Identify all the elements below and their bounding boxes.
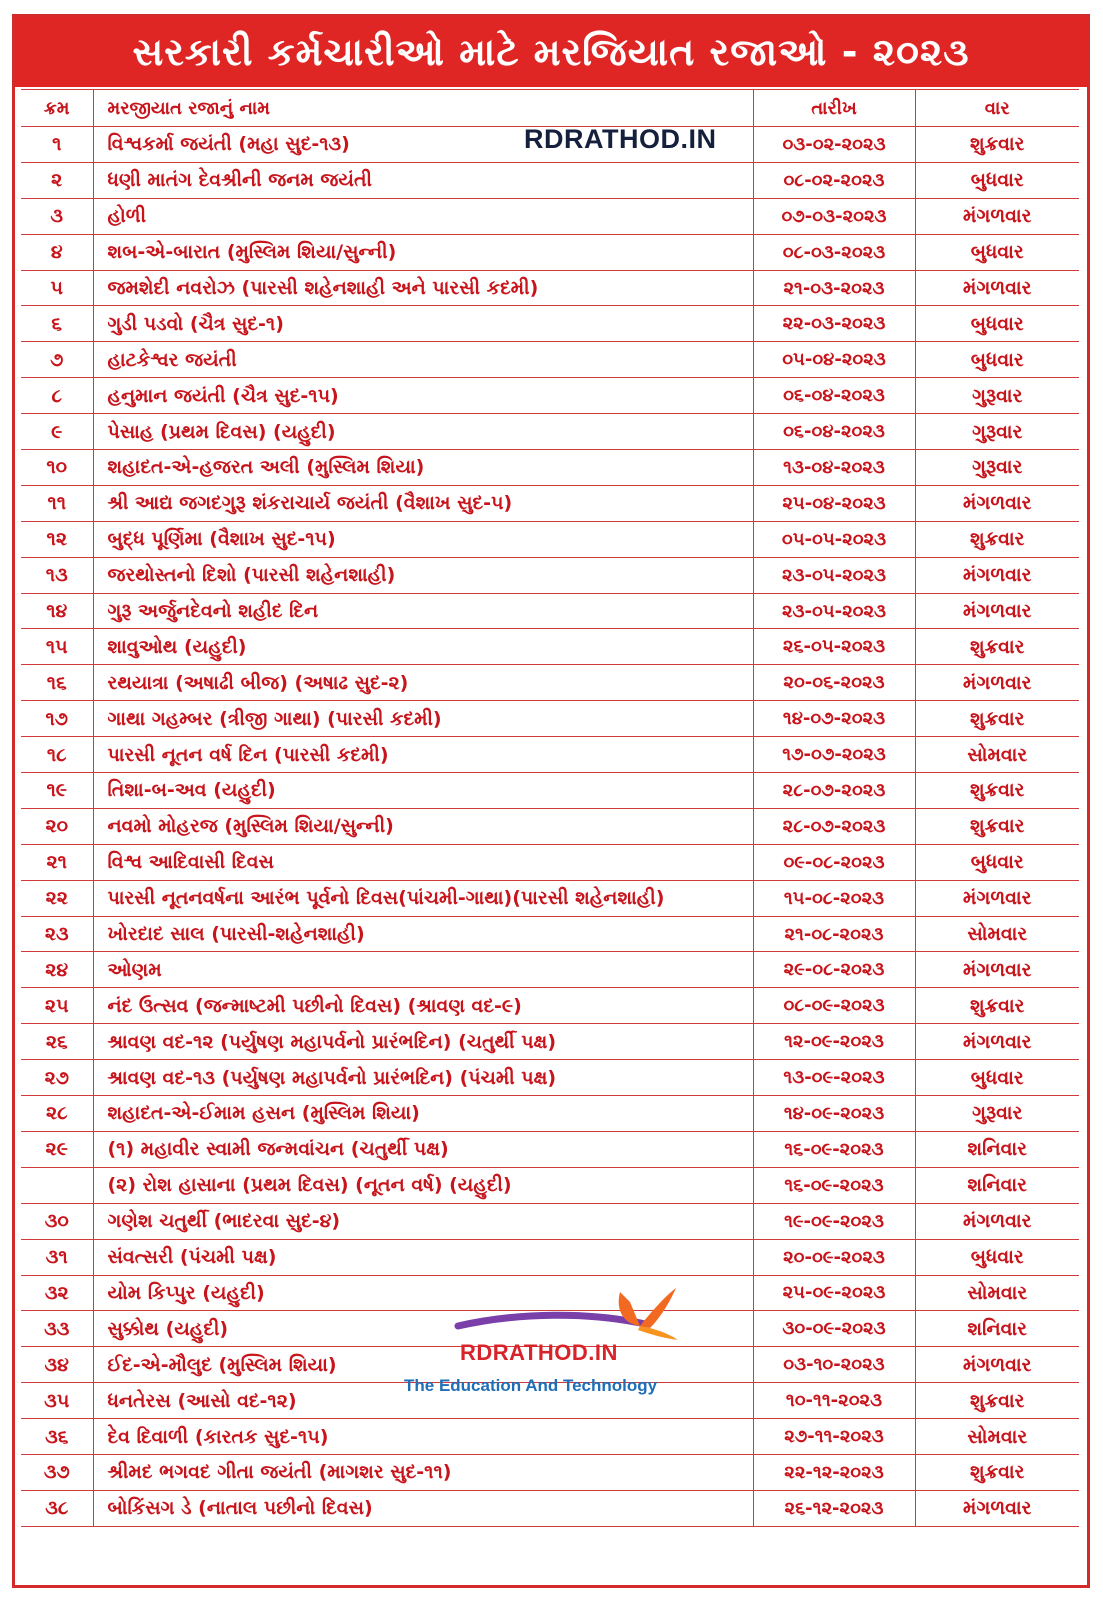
row-num (21, 1167, 93, 1203)
row-name: ગાથા ગહમ્બર (ત્રીજી ગાથા) (પારસી કદમી) (93, 701, 753, 737)
row-day: બુધવાર (915, 1060, 1079, 1096)
row-num: ૬ (21, 306, 93, 342)
row-date: ૧૨-૦૯-૨૦૨૩ (753, 1024, 915, 1060)
row-name: સંવત્સરી (પંચમી પક્ષ) (93, 1239, 753, 1275)
table-row (21, 414, 1079, 450)
row-date: ૧૫-૦૮-૨૦૨૩ (753, 880, 915, 916)
row-name: પેસાહ (પ્રથમ દિવસ) (યહુદી) (93, 414, 753, 450)
row-name: શહાદત-એ-ઈમામ હસન (મુસ્લિમ શિયા) (93, 1096, 753, 1132)
table-row (21, 1203, 1079, 1239)
row-day: બુધવાર (915, 1239, 1079, 1275)
row-date: ૨૩-૦૫-૨૦૨૩ (753, 593, 915, 629)
row-num: ૧ (21, 127, 93, 163)
row-num: ૩ (21, 198, 93, 234)
row-date: ૧૩-૦૯-૨૦૨૩ (753, 1060, 915, 1096)
row-num: ૩૭ (21, 1454, 93, 1490)
row-day: સોમવાર (915, 916, 1079, 952)
row-day: શુક્રવાર (915, 773, 1079, 809)
row-date: ૨૮-૦૭-૨૦૨૩ (753, 808, 915, 844)
row-day: શુક્રવાર (915, 701, 1079, 737)
row-date: ૧૯-૦૯-૨૦૨૩ (753, 1203, 915, 1239)
row-num: ૧૮ (21, 737, 93, 773)
table-row (21, 234, 1079, 270)
row-name: ઈદ-એ-મૌલુદ (મુસ્લિમ શિયા) (93, 1347, 753, 1383)
row-name: પારસી નૂતન વર્ષ દિન (પારસી કદમી) (93, 737, 753, 773)
row-name: ધનતેરસ (આસો વદ-૧૨) (93, 1383, 753, 1419)
row-name: શાવુઓથ (યહુદી) (93, 629, 753, 665)
table-row (21, 1024, 1079, 1060)
row-day: ગુરૂવાર (915, 414, 1079, 450)
row-day: મંગળવાર (915, 665, 1079, 701)
row-date: ૨૫-૦૪-૨૦૨૩ (753, 485, 915, 521)
row-num: ૧૫ (21, 629, 93, 665)
row-num: ૧૧ (21, 485, 93, 521)
table-row (21, 1419, 1079, 1455)
row-num: ૯ (21, 414, 93, 450)
row-day: મંગળવાર (915, 270, 1079, 306)
row-day: શનિવાર (915, 1311, 1079, 1347)
table-row (21, 521, 1079, 557)
row-name: હોળી (93, 198, 753, 234)
row-date: ૦૭-૦૩-૨૦૨૩ (753, 198, 915, 234)
row-date: ૨૬-૦૫-૨૦૨૩ (753, 629, 915, 665)
header-name: મરજીયાત રજાનું નામ (93, 90, 753, 127)
row-name: ગુડી પડવો (ચૈત્ર સુદ-૧) (93, 306, 753, 342)
row-date: ૨૯-૦૮-૨૦૨૩ (753, 952, 915, 988)
watermark-text: RDRATHOD.IN (524, 124, 717, 154)
row-date: ૧૪-૦૭-૨૦૨૩ (753, 701, 915, 737)
row-name: જમશેદી નવરોઝ (પારસી શહેનશાહી અને પારસી કદમી) (93, 270, 753, 306)
header-day: વાર (915, 90, 1079, 127)
table-row (21, 952, 1079, 988)
row-num: ૩૧ (21, 1239, 93, 1275)
row-date: ૨૨-૦૩-૨૦૨૩ (753, 306, 915, 342)
table-row (21, 270, 1079, 306)
table-header-row (21, 90, 1079, 127)
row-name: ગુરૂ અર્જુનદેવનો શહીદ દિન (93, 593, 753, 629)
row-name: હનુમાન જયંતી (ચૈત્ર સુદ-૧૫) (93, 378, 753, 414)
row-date: ૧૦-૧૧-૨૦૨૩ (753, 1383, 915, 1419)
table-row (21, 306, 1079, 342)
row-date: ૨૫-૦૯-૨૦૨૩ (753, 1275, 915, 1311)
row-num: ૩૦ (21, 1203, 93, 1239)
row-date: ૦૮-૦૨-૨૦૨૩ (753, 162, 915, 198)
row-day: શુક્રવાર (915, 1383, 1079, 1419)
row-date: ૦૬-૦૪-૨૦૨૩ (753, 378, 915, 414)
row-date: ૩૦-૦૯-૨૦૨૩ (753, 1311, 915, 1347)
row-num: ૧૭ (21, 701, 93, 737)
table-row (21, 593, 1079, 629)
row-name: (૨) રોશ હાસાના (પ્રથમ દિવસ) (નૂતન વર્ષ) (યહુદી) (93, 1167, 753, 1203)
row-day: બુધવાર (915, 162, 1079, 198)
row-day: સોમવાર (915, 1275, 1079, 1311)
row-num: ૨૭ (21, 1060, 93, 1096)
row-num: ૨૫ (21, 988, 93, 1024)
row-name: શ્રીમદ ભગવદ ગીતા જયંતી (માગશર સુદ-૧૧) (93, 1454, 753, 1490)
table-row (21, 773, 1079, 809)
table-row (21, 1454, 1079, 1490)
row-date: ૨૨-૧૨-૨૦૨૩ (753, 1454, 915, 1490)
row-num: ૧૦ (21, 450, 93, 486)
table-row (21, 557, 1079, 593)
row-name: શ્રાવણ વદ-૧૩ (પર્યુષણ મહાપર્વનો પ્રારંભદિન) (પંચમી પક્ષ) (93, 1060, 753, 1096)
table-row (21, 485, 1079, 521)
row-day: શુક્રવાર (915, 127, 1079, 163)
row-num: ૨૪ (21, 952, 93, 988)
row-name: ગણેશ ચતુર્થી (ભાદરવા સુદ-૪) (93, 1203, 753, 1239)
row-day: શુક્રવાર (915, 521, 1079, 557)
row-date: ૧૭-૦૭-૨૦૨૩ (753, 737, 915, 773)
row-date: ૨૭-૧૧-૨૦૨૩ (753, 1419, 915, 1455)
row-day: શનિવાર (915, 1131, 1079, 1167)
row-day: મંગળવાર (915, 485, 1079, 521)
row-day: શનિવાર (915, 1167, 1079, 1203)
row-day: મંગળવાર (915, 1490, 1079, 1526)
row-num: ૨૦ (21, 808, 93, 844)
row-day: મંગળવાર (915, 1347, 1079, 1383)
row-num: ૮ (21, 378, 93, 414)
row-name: નવમો મોહરજ (મુસ્લિમ શિયા/સુન્ની) (93, 808, 753, 844)
row-date: ૦૩-૧૦-૨૦૨૩ (753, 1347, 915, 1383)
table-row (21, 450, 1079, 486)
row-date: ૦૫-૦૪-૨૦૨૩ (753, 342, 915, 378)
row-name: ધણી માતંગ દેવશ્રીની જનમ જયંતી (93, 162, 753, 198)
row-date: ૧૬-૦૯-૨૦૨૩ (753, 1131, 915, 1167)
row-name: યોમ કિપ્પુર (યહુદી) (93, 1275, 753, 1311)
row-name: શહાદત-એ-હજરત અલી (મુસ્લિમ શિયા) (93, 450, 753, 486)
row-date: ૦૬-૦૪-૨૦૨૩ (753, 414, 915, 450)
table-row (21, 162, 1079, 198)
row-day: મંગળવાર (915, 1203, 1079, 1239)
header-date: તારીખ (753, 90, 915, 127)
row-name: ઓણમ (93, 952, 753, 988)
row-date: ૨૦-૦૯-૨૦૨૩ (753, 1239, 915, 1275)
row-name: શ્રાવણ વદ-૧૨ (પર્યુષણ મહાપર્વનો પ્રારંભદિન) (ચતુર્થી પક્ષ) (93, 1024, 753, 1060)
row-name: શબ-એ-બારાત (મુસ્લિમ શિયા/સુન્ની) (93, 234, 753, 270)
row-name: હાટકેશ્વર જયંતી (93, 342, 753, 378)
row-num: ૨૮ (21, 1096, 93, 1132)
row-num: ૧૬ (21, 665, 93, 701)
table-row (21, 701, 1079, 737)
table-row (21, 1239, 1079, 1275)
row-num: ૧૪ (21, 593, 93, 629)
row-day: શુક્રવાર (915, 988, 1079, 1024)
row-day: ગુરૂવાર (915, 378, 1079, 414)
row-name: દેવ દિવાળી (કારતક સુદ-૧૫) (93, 1419, 753, 1455)
row-name: બોકિંસગ ડે (નાતાલ પછીનો દિવસ) (93, 1490, 753, 1526)
row-name: વિશ્વ આદિવાસી દિવસ (93, 844, 753, 880)
row-num: ૫ (21, 270, 93, 306)
row-date: ૦૮-૦૯-૨૦૨૩ (753, 988, 915, 1024)
row-num: ૧૨ (21, 521, 93, 557)
row-num: ૨ (21, 162, 93, 198)
row-num: ૨૧ (21, 844, 93, 880)
row-day: બુધવાર (915, 306, 1079, 342)
row-day: શુક્રવાર (915, 629, 1079, 665)
row-day: બુધવાર (915, 342, 1079, 378)
row-name: રથયાત્રા (અષાઢી બીજ) (અષાઢ સુદ-૨) (93, 665, 753, 701)
row-num: ૩૨ (21, 1275, 93, 1311)
row-day: સોમવાર (915, 1419, 1079, 1455)
table-row (21, 378, 1079, 414)
row-name: સુક્કોથ (યહુદી) (93, 1311, 753, 1347)
row-day: મંગળવાર (915, 880, 1079, 916)
table-row (21, 665, 1079, 701)
table-row (21, 916, 1079, 952)
row-name: વિશ્વકર્મા જયંતી (મહા સુદ-૧૩) (93, 127, 753, 163)
row-name: (૧) મહાવીર સ્વામી જન્મવાંચન (ચતુર્થી પક્ષ) (93, 1131, 753, 1167)
row-num: ૨૩ (21, 916, 93, 952)
page-title: સરકારી કર્મચારીઓ માટે મરજિયાત રજાઓ - ૨૦૨૩ (15, 17, 1087, 87)
row-num: ૨૨ (21, 880, 93, 916)
table-row (21, 1060, 1079, 1096)
row-date: ૦૯-૦૮-૨૦૨૩ (753, 844, 915, 880)
row-name: શ્રી આદ્ય જગદગુરૂ શંકરાચાર્ય જયંતી (વૈશાખ સુદ-૫) (93, 485, 753, 521)
row-name: ખોરદાદ સાલ (પારસી-શહેનશાહી) (93, 916, 753, 952)
table-row (21, 737, 1079, 773)
row-date: ૦૩-૦૨-૨૦૨૩ (753, 127, 915, 163)
row-date: ૨૧-૦૩-૨૦૨૩ (753, 270, 915, 306)
table-row (21, 1096, 1079, 1132)
row-day: સોમવાર (915, 737, 1079, 773)
table-row (21, 629, 1079, 665)
table-row (21, 1131, 1079, 1167)
row-day: મંગળવાર (915, 198, 1079, 234)
row-day: શુક્રવાર (915, 808, 1079, 844)
table-row (21, 844, 1079, 880)
table-row (21, 1167, 1079, 1203)
row-date: ૨૧-૦૮-૨૦૨૩ (753, 916, 915, 952)
row-day: શુક્રવાર (915, 1454, 1079, 1490)
row-date: ૦૮-૦૩-૨૦૨૩ (753, 234, 915, 270)
table-row (21, 342, 1079, 378)
table-row (21, 988, 1079, 1024)
row-num: ૨૯ (21, 1131, 93, 1167)
row-date: ૨૦-૦૬-૨૦૨૩ (753, 665, 915, 701)
row-day: મંગળવાર (915, 593, 1079, 629)
logo-tagline: The Education And Technology (404, 1376, 658, 1395)
row-day: બુધવાર (915, 844, 1079, 880)
row-date: ૨૬-૧૨-૨૦૨૩ (753, 1490, 915, 1526)
row-name: તિશા-બ-અવ (યહુદી) (93, 773, 753, 809)
row-name: બુદ્ધ પૂર્ણિમા (વૈશાખ સુદ-૧૫) (93, 521, 753, 557)
table-row (21, 198, 1079, 234)
row-day: બુધવાર (915, 234, 1079, 270)
header-num: ક્રમ (21, 90, 93, 127)
row-num: ૪ (21, 234, 93, 270)
table-row (21, 880, 1079, 916)
table-row (21, 808, 1079, 844)
row-day: ગુરૂવાર (915, 450, 1079, 486)
row-num: ૧૯ (21, 773, 93, 809)
row-date: ૧૬-૦૯-૨૦૨૩ (753, 1167, 915, 1203)
row-name: પારસી નૂતનવર્ષના આરંભ પૂર્વનો દિવસ(પાંચમી-ગાથા)(પારસી શહેનશાહી) (93, 880, 753, 916)
row-day: મંગળવાર (915, 1024, 1079, 1060)
row-num: ૩૬ (21, 1419, 93, 1455)
row-num: ૩૮ (21, 1490, 93, 1526)
row-date: ૧૪-૦૯-૨૦૨૩ (753, 1096, 915, 1132)
row-date: ૦૫-૦૫-૨૦૨૩ (753, 521, 915, 557)
row-day: મંગળવાર (915, 952, 1079, 988)
row-date: ૧૩-૦૪-૨૦૨૩ (753, 450, 915, 486)
row-num: ૭ (21, 342, 93, 378)
row-day: મંગળવાર (915, 557, 1079, 593)
row-num: ૩૩ (21, 1311, 93, 1347)
row-date: ૨૩-૦૫-૨૦૨૩ (753, 557, 915, 593)
row-day: ગુરૂવાર (915, 1096, 1079, 1132)
row-num: ૩૫ (21, 1383, 93, 1419)
row-num: ૧૩ (21, 557, 93, 593)
row-num: ૩૪ (21, 1347, 93, 1383)
row-name: જરથોસ્તનો દિશો (પારસી શહેનશાહી) (93, 557, 753, 593)
table-row (21, 1490, 1079, 1526)
row-name: નંદ ઉત્સવ (જન્માષ્ટમી પછીનો દિવસ) (શ્રાવણ વદ-૯) (93, 988, 753, 1024)
row-date: ૨૮-૦૭-૨૦૨૩ (753, 773, 915, 809)
logo-brand: RDRATHOD.IN (460, 1340, 618, 1365)
row-num: ૨૬ (21, 1024, 93, 1060)
